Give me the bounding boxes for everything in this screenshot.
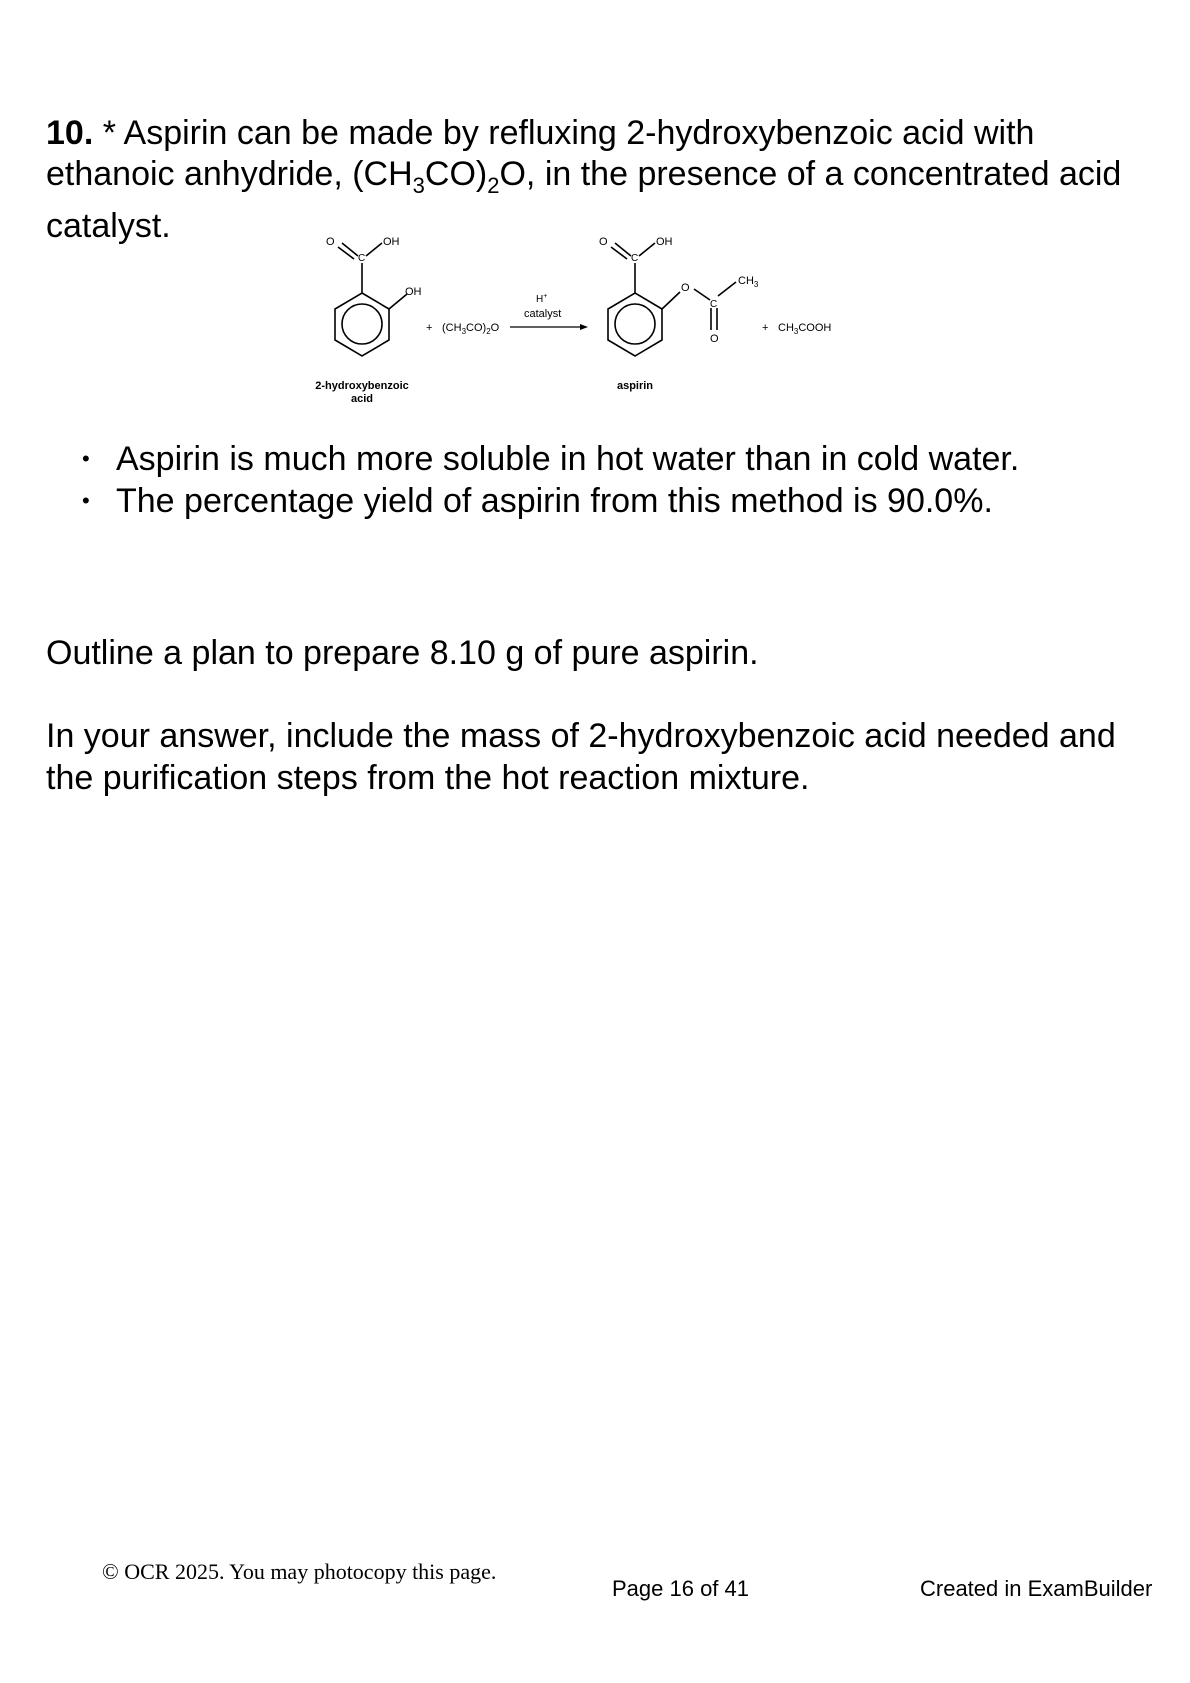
reaction-arrow (510, 324, 588, 330)
svg-text:+: + (762, 322, 769, 334)
reactant-structure (335, 243, 407, 356)
svg-text:OH: OH (656, 236, 673, 248)
svg-text:acid: acid (350, 393, 374, 405)
question-text: 10. * Aspirin can be made by refluxing 2-hydroxybenzoic acid with ethanoic anhydride, $(CH_3CO)_2O$, in the presence of a concentrated acid catalyst. (46, 114, 1122, 245)
reaction-scheme (290, 228, 930, 408)
bullet-list (76, 438, 1156, 522)
svg-text:CH3: $CH_3$ (738, 275, 759, 289)
svg-text:C: C (358, 253, 366, 264)
svg-text:C: C (710, 299, 718, 310)
anhydride-formula: $(CH_3CO)_2O$ (442, 322, 500, 336)
catalyst-label: catalyst (524, 308, 562, 320)
task-text: Outline a plan to prepare 8.10 g of pure aspirin. (46, 634, 759, 672)
svg-text:O: O (710, 333, 719, 345)
reactant-name: 2-hydroxybenzoic (315, 380, 409, 392)
svg-text:+: + (426, 322, 433, 334)
list-item: • The percentage yield of aspirin from this method is 90.0%. (82, 482, 993, 520)
created-by: Created in ExamBuilder (920, 1576, 1153, 1601)
list-item: • Aspirin is much more soluble in hot water than in cold water. (82, 440, 1020, 478)
svg-text:O: O (599, 236, 608, 248)
catalyst-ion: H+ (536, 293, 548, 305)
svg-text:O: O (326, 236, 335, 248)
page-number: Page 16 of 41 (612, 1576, 750, 1601)
svg-text:OH: OH (383, 236, 400, 248)
product-name: aspirin (616, 380, 654, 392)
svg-text:C: C (631, 253, 639, 264)
copyright-notice: © OCR 2025. You may photocopy this page. (102, 1559, 497, 1584)
question-number: 10. (46, 114, 94, 152)
svg-text:O: O (681, 282, 690, 294)
ethanoic-acid-formula: $CH_3COOH$ (778, 322, 832, 336)
instruction-text: In your answer, include the mass of 2-hydroxybenzoic acid needed and the purification steps from the hot reaction mixture. (46, 717, 1116, 797)
svg-text:OH: OH (405, 286, 422, 298)
